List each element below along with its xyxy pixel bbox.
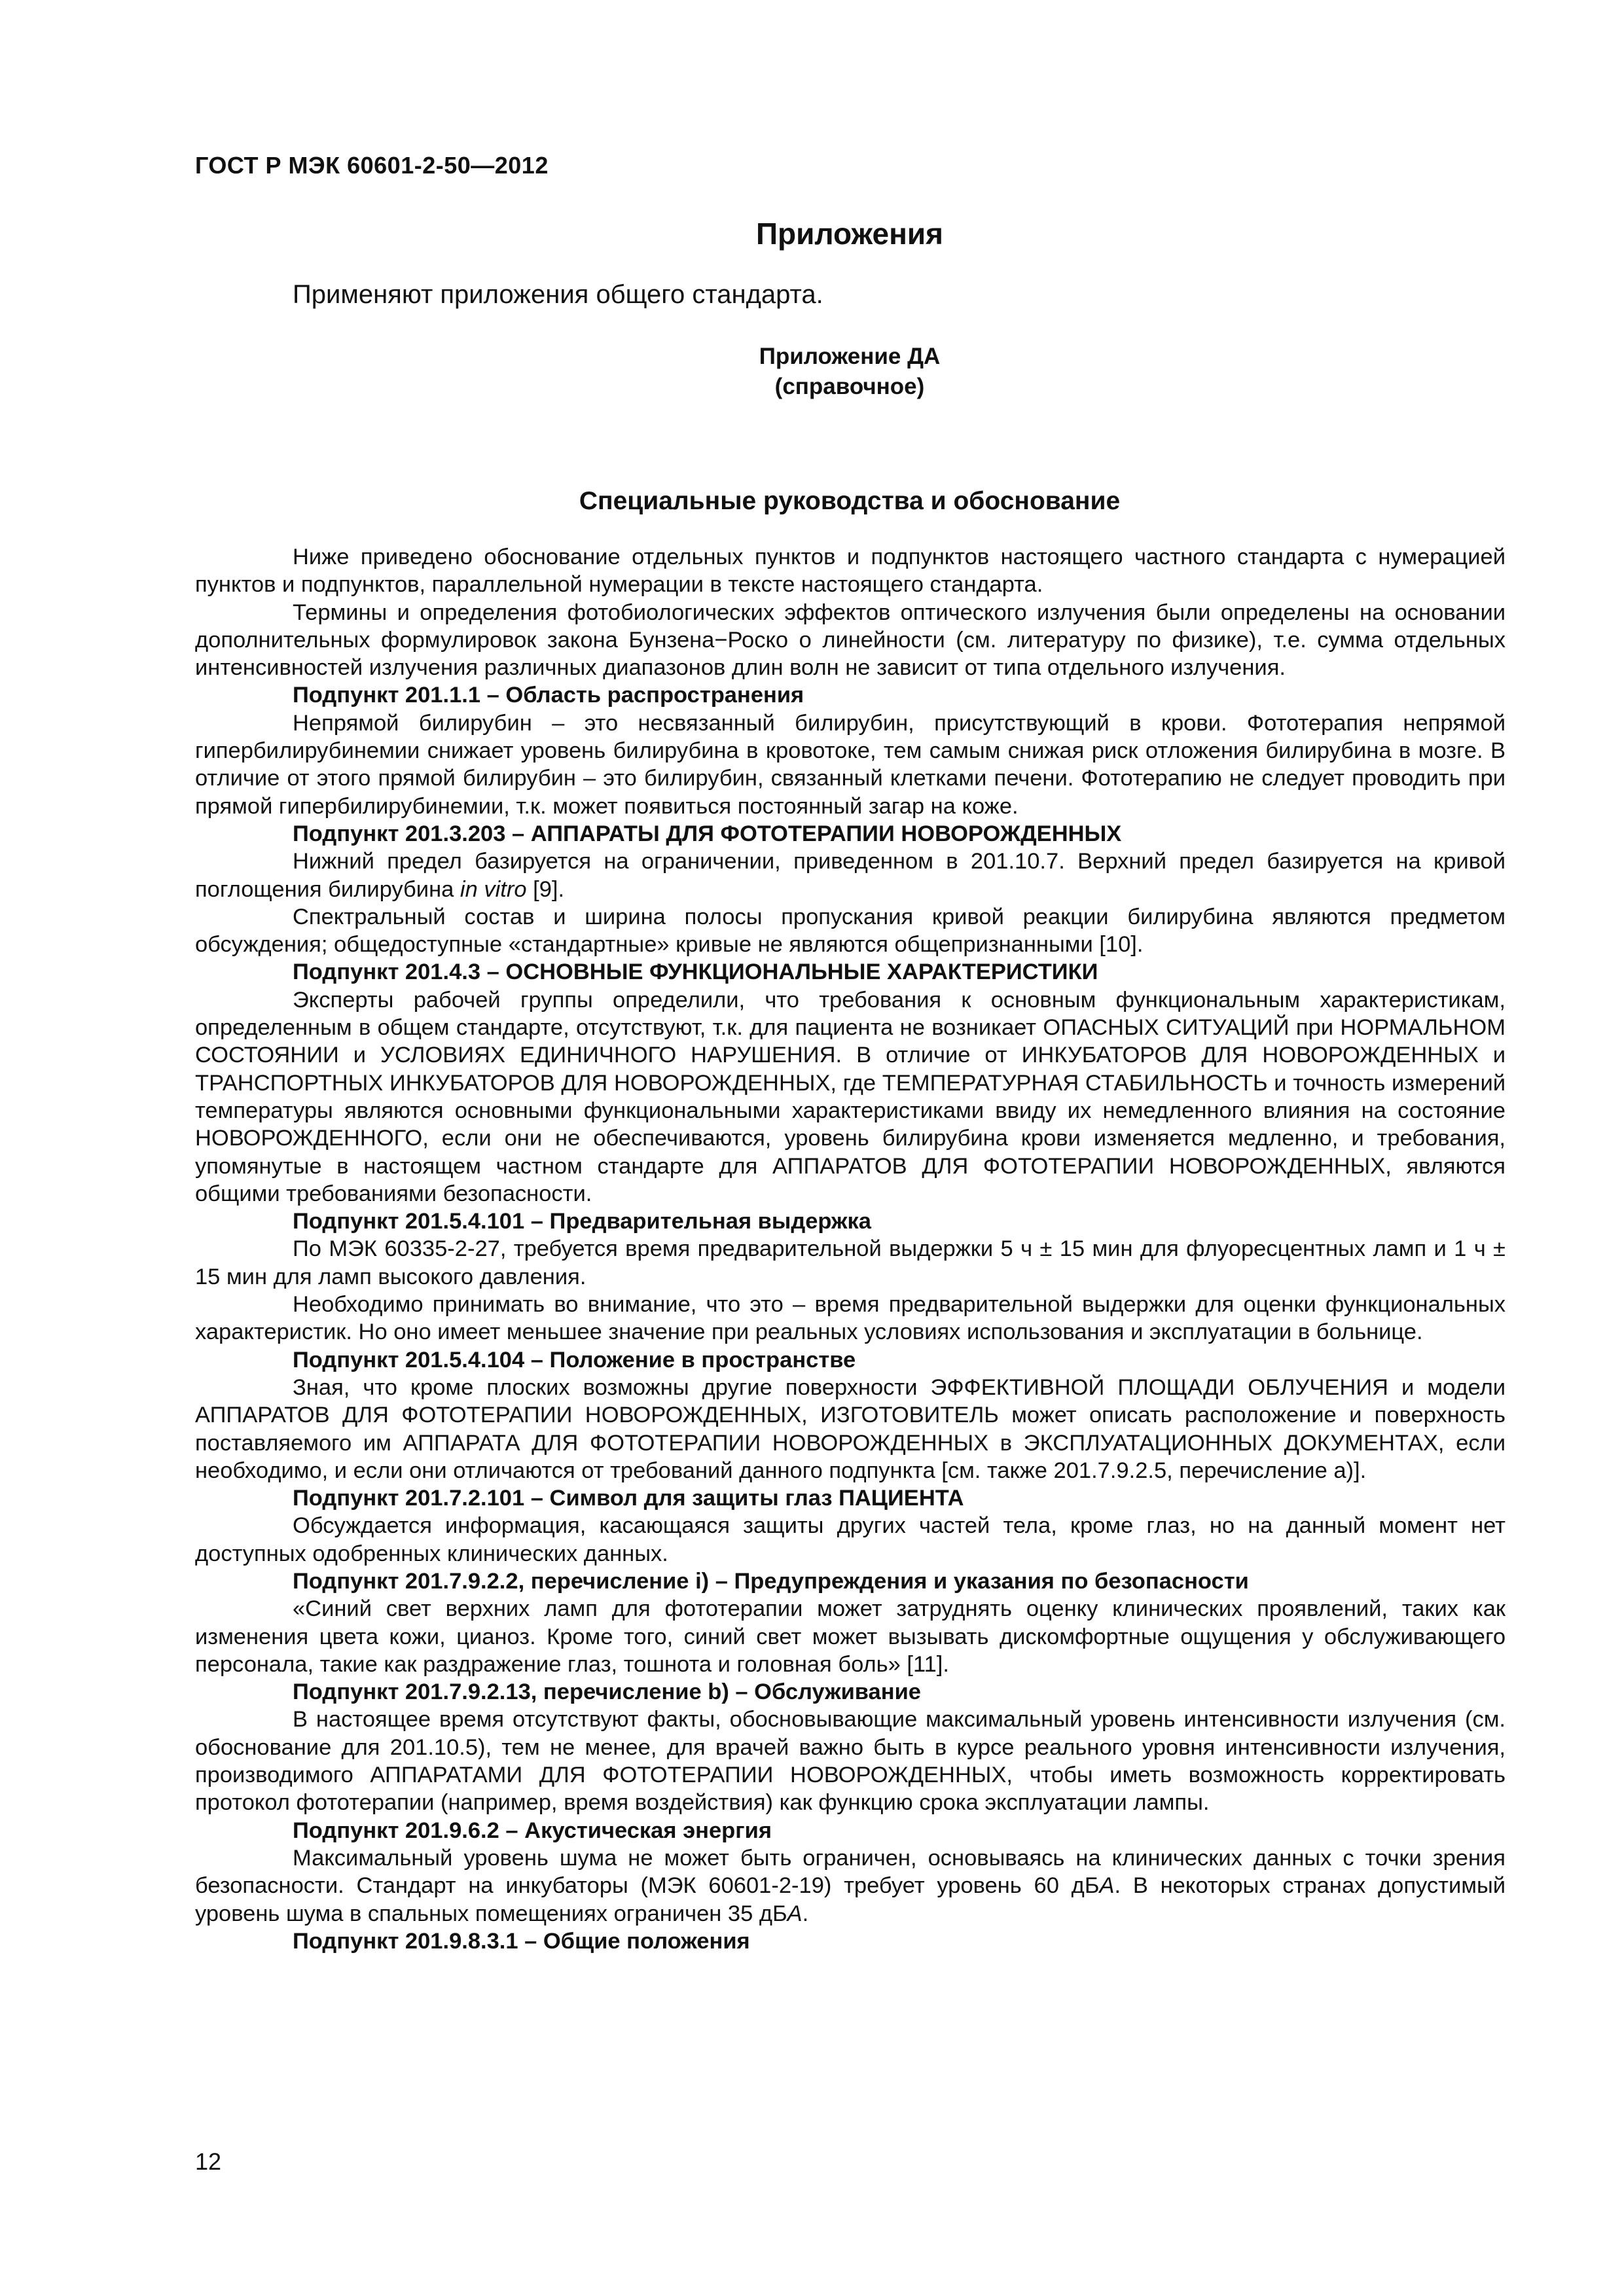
unit-italic: А — [1099, 1873, 1115, 1899]
paragraph: Зная, что кроме плоских возможны другие поверхности ЭФФЕКТИВНОЙ ПЛОЩАДИ ОБЛУЧЕНИЯ и модели АППАРАТОВ ДЛЯ ФОТОТЕРАПИИ НОВОРОЖДЕННЫХ, ИЗГОТОВИТЕЛЬ может описать расположение и поверхность поставляемого им АППАРАТА ДЛЯ ФОТОТЕРАПИИ НОВОРОЖДЕННЫХ в ЭКСПЛУАТАЦИОННЫХ ДОКУМЕНТАХ, если необходимо, и если они отличаются от требований данного подпункта [см. также 201.7.9.2.5, перечисление а)]. — [195, 1374, 1506, 1483]
subclause-heading: Подпункт 201.5.4.104 – Положение в пространстве — [293, 1347, 856, 1372]
appendix-body — [195, 543, 1506, 1955]
page-number: 12 — [195, 2148, 222, 2175]
subclause-heading: Подпункт 201.7.2.101 – Символ для защиты глаз ПАЦИЕНТА — [293, 1486, 964, 1511]
subclause-heading: Подпункт 201.1.1 – Область распространения — [293, 683, 804, 708]
subclause-heading: Подпункт 201.5.4.101 – Предварительная выдержка — [293, 1209, 871, 1234]
paragraph: Эксперты рабочей группы определили, что требования к основным функциональным характеристикам, определенным в общем стандарте, отсутствуют, т.к. для пациента не возникает ОПАСНЫХ СИТУАЦИЙ при НОРМАЛЬНОМ СОСТОЯНИИ и УСЛОВИЯХ ЕДИНИЧНОГО НАРУШЕНИЯ. В отличие от ИНКУБАТОРОВ ДЛЯ НОВОРОЖДЕННЫХ и ТРАНСПОРТНЫХ ИНКУБАТОРОВ ДЛЯ НОВОРОЖДЕННЫХ, где ТЕМПЕРАТУРНАЯ СТАБИЛЬНОСТЬ и точность измерений температуры являются основными функциональными характеристиками ввиду их немедленного влияния на состояние НОВОРОЖДЕННОГО, если они не обеспечиваются, уровень билирубина крови изменяется медленно, и требования, упомянутые в настоящем частном стандарте для АППАРАТОВ ДЛЯ ФОТОТЕРАПИИ НОВОРОЖДЕННЫХ, являются общими требованиями безопасности. — [195, 987, 1506, 1206]
paragraph: Непрямой билирубин – это несвязанный билирубин, присутствующий в крови. Фототерапия непрямой гипербилирубинемии снижает уровень билирубина в кровотоке, тем самым снижая риск отложения билирубина в мозге. В отличие от этого прямой билирубин – это билирубин, связанный клетками печени. Фототерапию не следует проводить при прямой гипербилирубинемии, т.к. может появиться постоянный загар на коже. — [195, 710, 1506, 819]
citation: [9]. — [533, 876, 565, 902]
subclause-heading: Подпункт 201.9.6.2 – Акустическая энергия — [293, 1818, 772, 1843]
subclause-heading: Подпункт 201.4.3 – ОСНОВНЫЕ ФУНКЦИОНАЛЬНЫЕ ХАРАКТЕРИСТИКИ — [293, 960, 1098, 985]
subclause-heading: Подпункт 201.7.9.2.13, перечисление b) – Обслуживание — [293, 1679, 921, 1705]
document-code: ГОСТ Р МЭК 60601-2-50—2012 — [195, 152, 549, 179]
paragraph-text: Нижний предел базируется на ограничении, приведенном в 201.10.7. Верхний предел базируется на кривой поглощения билирубина — [195, 849, 1506, 902]
paragraph: «Синий свет верхних ламп для фототерапии может затруднять оценку клинических проявлений, таких как изменения цвета кожи, цианоз. Кроме того, синий свет может вызывать дискомфортные ощущения у обслуживающего персонала, такие как раздражение глаз, тошнота и головная боль» [11]. — [195, 1596, 1506, 1677]
appendix-heading — [195, 342, 1504, 402]
appendix-kind: (справочное) — [774, 374, 925, 399]
paragraph: Обсуждается информация, касающаяся защиты других частей тела, кроме глаз, но на данный момент нет доступных одобренных клинических данных. — [195, 1513, 1506, 1566]
paragraph: Необходимо принимать во внимание, что это – время предварительной выдержки для оценки функциональных характеристик. Но оно имеет меньшее значение при реальных условиях использования и эксплуатации в больнице. — [195, 1292, 1506, 1345]
appendix-label: Приложение ДА — [759, 344, 941, 369]
paragraph-text: . В некоторых странах допустимый уровень шума в спальных помещениях ограничен 35 дБ — [195, 1873, 1506, 1926]
paragraph-text: . — [802, 1901, 809, 1926]
paragraph — [195, 848, 1506, 903]
paragraph: По МЭК 60335-2-27, требуется время предварительной выдержки 5 ч ± 15 мин для флуоресцентных ламп и 1 ч ± 15 мин для ламп высокого давления. — [195, 1236, 1506, 1289]
paragraph: Спектральный состав и ширина полосы пропускания кривой реакции билирубина являются предметом обсуждения; общедоступные «стандартные» кривые не являются общепризнанными [10]. — [195, 904, 1506, 958]
section-title: Приложения — [755, 217, 944, 251]
paragraph: Ниже приведено обоснование отдельных пунктов и подпунктов настоящего частного стандарта с нумерацией пунктов и подпунктов, параллельной нумерации в тексте настоящего стандарта. — [195, 545, 1506, 598]
appendix-title: Специальные руководства и обоснование — [579, 487, 1121, 515]
section-intro: Применяют приложения общего стандарта. — [293, 280, 823, 309]
subclause-heading: Подпункт 201.7.9.2.2, перечисление i) – Предупреждения и указания по безопасности — [293, 1568, 1249, 1594]
paragraph: Термины и определения фотобиологических эффектов оптического излучения были определены на основании дополнительных формулировок закона Бунзена−Роско о линейности (см. литературу по физике), т.е. сумма отдельных интенсивностей излучения различных диапазонов длин волн не зависит от типа отдельного излучения. — [195, 600, 1506, 681]
paragraph: В настоящее время отсутствуют факты, обосновывающие максимальный уровень интенсивности излучения (см. обоснование для 201.10.5), тем не менее, для врачей важно быть в курсе реального уровня интенсивности излучения, производимого АППАРАТАМИ ДЛЯ ФОТОТЕРАПИИ НОВОРОЖДЕННЫХ, чтобы иметь возможность корректировать протокол фототерапии (например, время воздействия) как функцию срока эксплуатации лампы. — [195, 1707, 1506, 1816]
subclause-heading: Подпункт 201.3.203 – АППАРАТЫ ДЛЯ ФОТОТЕРАПИИ НОВОРОЖДЕННЫХ — [293, 821, 1122, 846]
subclause-heading: Подпункт 201.9.8.3.1 – Общие положения — [293, 1928, 750, 1954]
paragraph-text: Максимальный уровень шума не может быть ограничен, основываясь на клинических данных с точки зрения безопасности. Стандарт на инкубаторы (МЭК 60601-2-19) требует уровень 60 дБ — [195, 1845, 1506, 1899]
unit-italic: А — [787, 1901, 803, 1926]
paragraph — [195, 1844, 1506, 1928]
italic-term: in vitro — [460, 876, 527, 902]
